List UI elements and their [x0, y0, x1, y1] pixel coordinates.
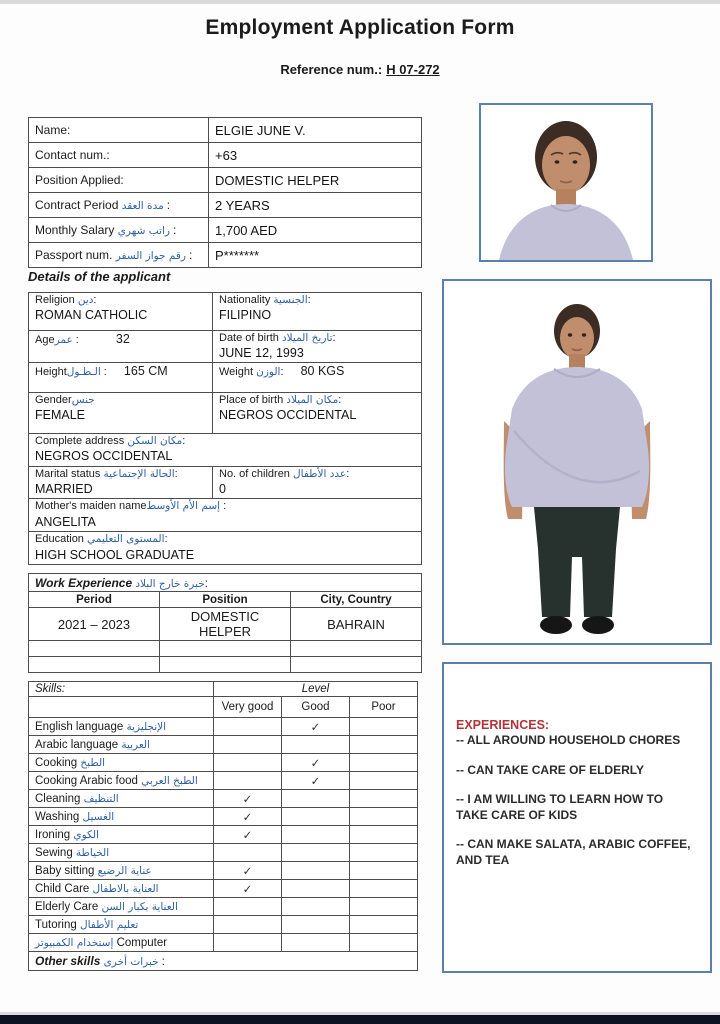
work-experience-title: Work Experience خبرة خارج البلاد:: [29, 574, 422, 592]
work-experience-table: [28, 573, 422, 673]
table-row: [29, 293, 422, 331]
table-row: [29, 641, 422, 657]
check-cell: ✓: [214, 790, 282, 808]
table-row: [29, 243, 422, 268]
field-age: Ageعمر : 32: [29, 331, 213, 363]
experiences-box: [442, 662, 712, 973]
work-position: DOMESTIC HELPER: [160, 608, 291, 641]
reference-line: [0, 62, 720, 77]
check-cell: [350, 934, 418, 952]
table-row: [29, 434, 422, 467]
check-cell: [350, 790, 418, 808]
field-education: Education المستوى التعليمي: HIGH SCHOOL GRADUATE: [29, 532, 422, 565]
headshot-photo-box: [479, 103, 653, 262]
position-value: DOMESTIC HELPER: [209, 168, 422, 193]
position-label: Position Applied:: [29, 168, 209, 193]
experience-item: -- I AM WILLING TO LEARN HOW TO TAKE CARE OF KIDS: [456, 792, 664, 822]
work-city: BAHRAIN: [291, 608, 422, 641]
table-row: [29, 331, 422, 363]
check-cell: [282, 934, 350, 952]
check-cell: ✓: [214, 880, 282, 898]
check-cell: [350, 808, 418, 826]
skill-row-baby-sitting: Baby sitting عناية الرضيع ✓: [29, 862, 418, 880]
scan-bottom-edge: [0, 1015, 720, 1024]
work-period: 2021 – 2023: [29, 608, 160, 641]
skill-row-child-care: Child Care العناية بالاطفال ✓: [29, 880, 418, 898]
field-no-of-children: No. of children عدد الأطفال: 0: [213, 467, 422, 499]
reference-label: Reference num.:: [280, 62, 383, 77]
empty-cell: [29, 697, 214, 718]
table-row: [29, 193, 422, 218]
table-row: [29, 168, 422, 193]
check-cell: [214, 844, 282, 862]
full-body-photo-box: [442, 279, 712, 645]
table-row: [29, 118, 422, 143]
field-height: Heightالـطـول : 165 CM: [29, 363, 213, 393]
check-cell: [350, 718, 418, 736]
work-period: [29, 657, 160, 673]
check-cell: [350, 880, 418, 898]
experiences-title: EXPERIENCES:: [456, 718, 550, 732]
work-city: [291, 657, 422, 673]
check-cell: [282, 880, 350, 898]
contact-label: Contact num.:: [29, 143, 209, 168]
table-row: [29, 592, 422, 608]
table-row: [29, 697, 418, 718]
check-cell: [350, 916, 418, 934]
field-mothers-maiden-name: Mother's maiden nameإسم الأم الأوسط : ANGELITA: [29, 499, 422, 532]
details-heading: Details of the applicant: [28, 269, 171, 284]
check-cell: [214, 934, 282, 952]
skill-row-cooking: Cooking الطبخ ✓: [29, 754, 418, 772]
table-row: [29, 143, 422, 168]
check-cell: [214, 772, 282, 790]
experience-item: -- ALL AROUND HOUSEHOLD CHORES: [456, 733, 681, 747]
field-date-of-birth: Date of birth تاريخ الميلاد: JUNE 12, 1993: [213, 331, 422, 363]
applicant-details-table: [28, 292, 422, 565]
work-period: [29, 641, 160, 657]
work-position: [160, 657, 291, 673]
headshot-photo: [481, 105, 651, 260]
skill-row-ironing: Ironing الكوي ✓: [29, 826, 418, 844]
table-row: [29, 467, 422, 499]
check-cell: ✓: [214, 862, 282, 880]
field-marital-status: Marital status الحالة الإجتماعية: MARRIED: [29, 467, 213, 499]
check-cell: [214, 916, 282, 934]
skills-header: Skills:: [29, 682, 214, 697]
other-skills-row: Other skills خبرات أخرى :: [29, 952, 418, 971]
experience-item: -- CAN TAKE CARE OF ELDERLY: [456, 762, 645, 777]
work-city: [291, 641, 422, 657]
passport-label: Passport num. رقم جواز السفر :: [29, 243, 209, 268]
skill-row-computer: إستخدام الكمبيوتر Computer: [29, 934, 418, 952]
check-cell: [350, 898, 418, 916]
table-row: [29, 657, 422, 673]
table-row: [29, 608, 422, 641]
table-row: [29, 218, 422, 243]
field-complete-address: Complete address مكان السكن: NEGROS OCCIDENTAL: [29, 434, 422, 467]
column-header-good: Good: [282, 697, 350, 718]
field-weight: Weight الوزن: 80 KGS: [213, 363, 422, 393]
skill-row-sewing: Sewing الخياطة: [29, 844, 418, 862]
contact-value: +63: [209, 143, 422, 168]
check-cell: [350, 754, 418, 772]
column-header-position: Position: [160, 592, 291, 608]
check-cell: [282, 916, 350, 934]
check-cell: [282, 862, 350, 880]
check-cell: [350, 862, 418, 880]
check-cell: [350, 844, 418, 862]
skills-table: [28, 681, 418, 971]
column-header-very-good: Very good: [214, 697, 282, 718]
skill-row-tutoring: Tutoring تعليم الأطفال: [29, 916, 418, 934]
check-cell: [214, 754, 282, 772]
experience-item: -- CAN MAKE SALATA, ARABIC COFFEE, AND TEA: [456, 837, 691, 867]
check-cell: [214, 718, 282, 736]
scan-top-edge: [0, 0, 720, 4]
check-cell: [282, 790, 350, 808]
check-cell: ✓: [214, 808, 282, 826]
reference-value: H 07-272: [386, 62, 440, 77]
skill-row-cleaning: Cleaning التنظيف ✓: [29, 790, 418, 808]
table-row: [29, 393, 422, 434]
column-header-poor: Poor: [350, 697, 418, 718]
skill-row-arabic-language: Arabic language العربية: [29, 736, 418, 754]
name-value: ELGIE JUNE V.: [209, 118, 422, 143]
check-cell: ✓: [214, 826, 282, 844]
field-gender: Genderجنس FEMALE: [29, 393, 213, 434]
page-title: Employment Application Form: [205, 16, 515, 39]
skill-row-english-language: English language الإنجليزية ✓: [29, 718, 418, 736]
contract-period-value: 2 YEARS: [209, 193, 422, 218]
table-row: [29, 574, 422, 592]
field-place-of-birth: Place of birth مكان الميلاد: NEGROS OCCIDENTAL: [213, 393, 422, 434]
check-cell: ✓: [282, 772, 350, 790]
table-row: [29, 532, 422, 565]
check-cell: [282, 826, 350, 844]
check-cell: ✓: [282, 754, 350, 772]
skill-row-cooking-arabic-food: Cooking Arabic food الطبخ العربي ✓: [29, 772, 418, 790]
level-header: Level: [214, 682, 418, 697]
check-cell: [350, 826, 418, 844]
check-cell: [214, 736, 282, 754]
check-cell: [282, 808, 350, 826]
check-cell: [282, 898, 350, 916]
passport-value: P*******: [209, 243, 422, 268]
contract-period-label: Contract Period مدة العقد :: [29, 193, 209, 218]
check-cell: [282, 844, 350, 862]
field-nationality: Nationality الجنسية: FILIPINO: [213, 293, 422, 331]
skill-row-washing: Washing الغسيل ✓: [29, 808, 418, 826]
column-header-city-country: City, Country: [291, 592, 422, 608]
check-cell: [350, 736, 418, 754]
table-row: [29, 363, 422, 393]
salary-value: 1,700 AED: [209, 218, 422, 243]
check-cell: ✓: [282, 718, 350, 736]
table-row: [29, 499, 422, 532]
applicant-summary-table: [28, 117, 422, 268]
salary-label: Monthly Salary راتب شهري :: [29, 218, 209, 243]
check-cell: [214, 898, 282, 916]
column-header-period: Period: [29, 592, 160, 608]
table-row: [29, 682, 418, 697]
skill-row-elderly-care: Elderly Care العناية بكبار السن: [29, 898, 418, 916]
name-label: Name:: [29, 118, 209, 143]
check-cell: [282, 736, 350, 754]
work-position: [160, 641, 291, 657]
check-cell: [350, 772, 418, 790]
field-religion: Religion دين: ROMAN CATHOLIC: [29, 293, 213, 331]
full-body-photo: [444, 281, 710, 643]
